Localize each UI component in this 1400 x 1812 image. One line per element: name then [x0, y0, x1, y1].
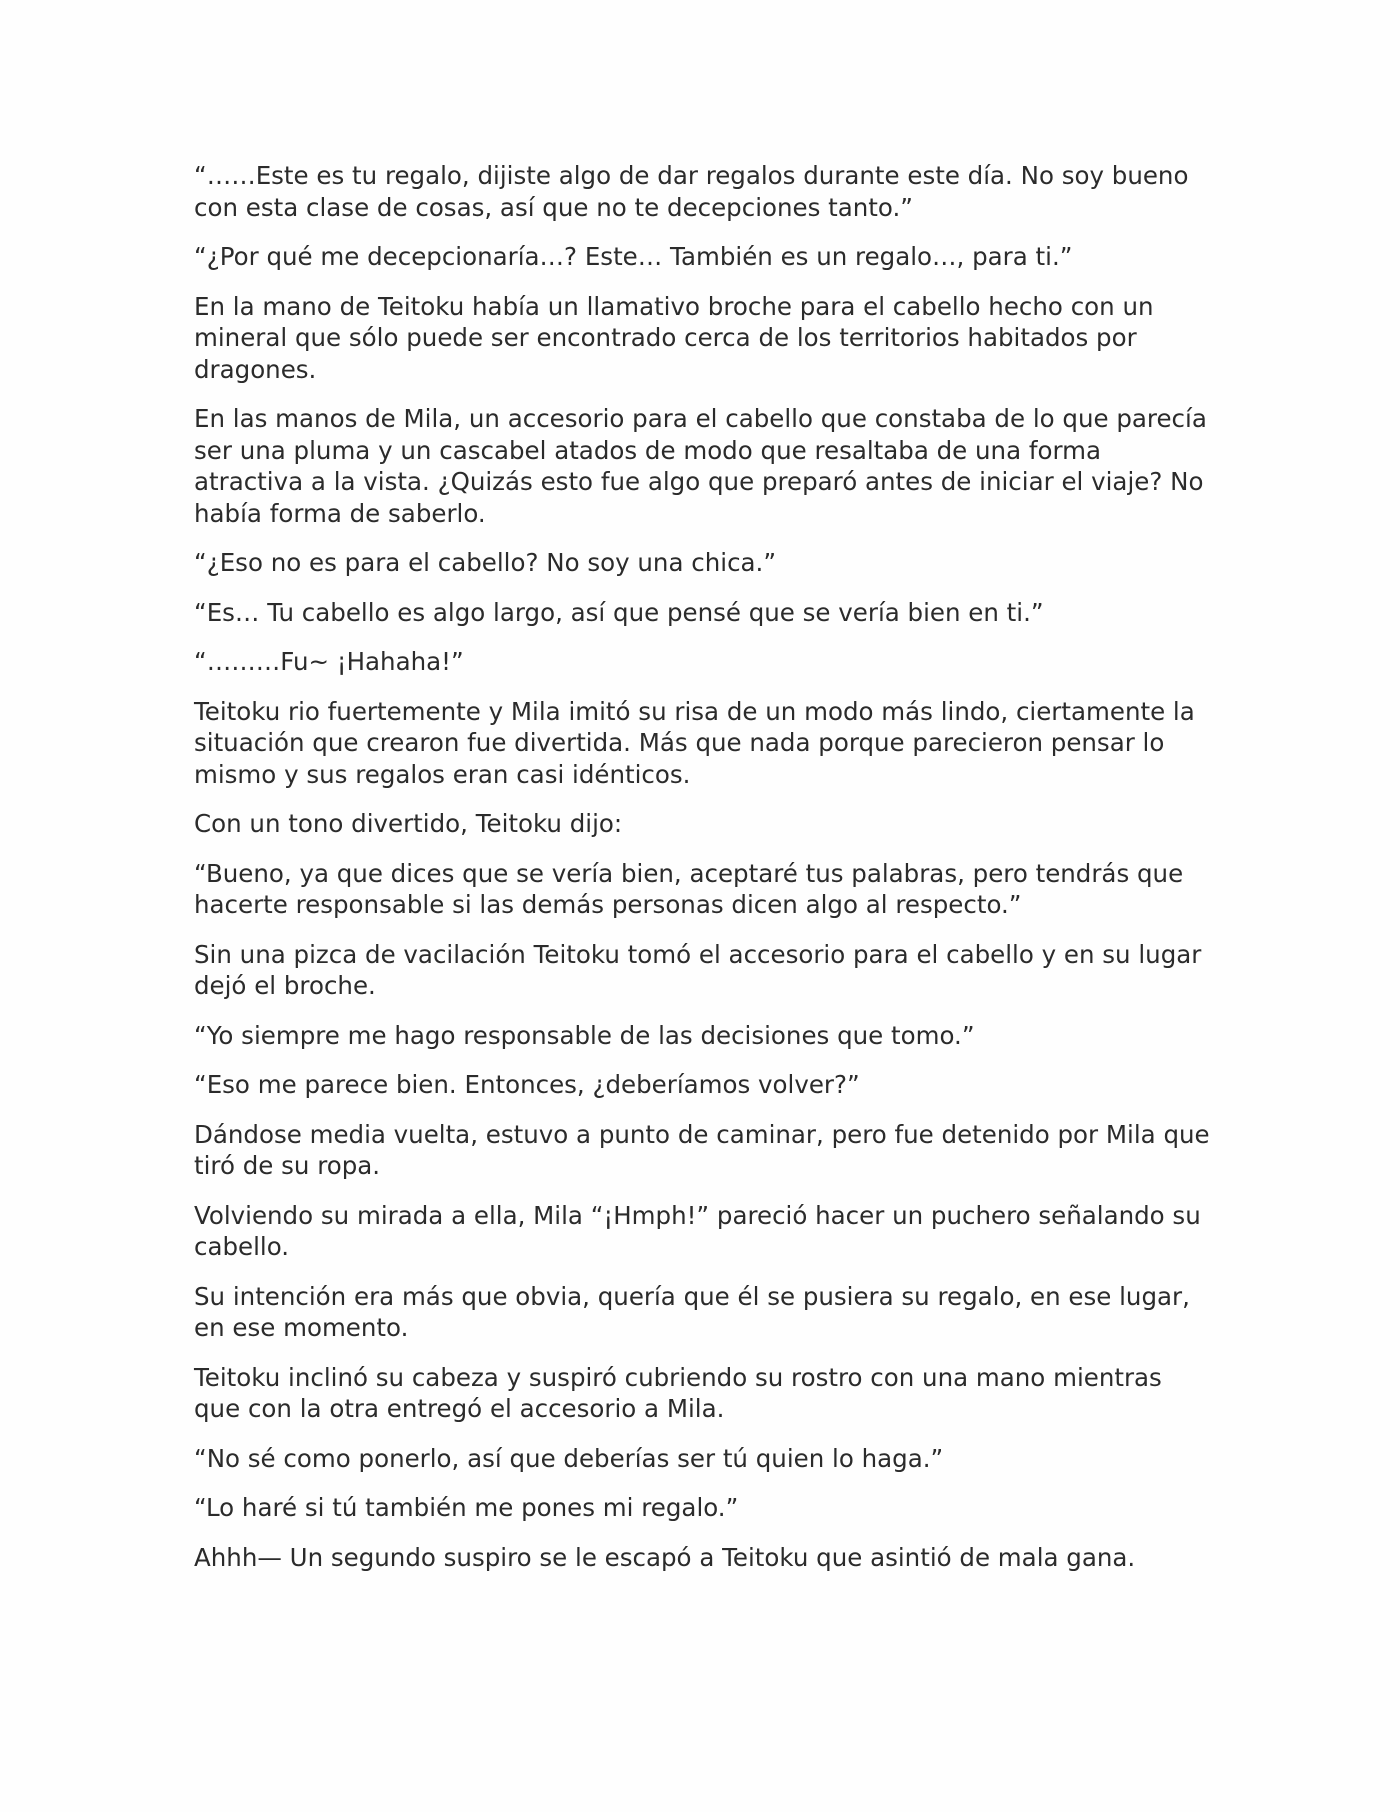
paragraph: Su intención era más que obvia, quería que él se pusiera su regalo, en ese lugar, en ese momento.	[194, 1281, 1190, 1342]
paragraph: “Yo siempre me hago responsable de las decisiones que tomo.”	[194, 1020, 975, 1050]
paragraph: Volviendo su mirada a ella, Mila “¡Hmph!” pareció hacer un puchero señalando su cabello.	[194, 1200, 1201, 1261]
paragraph: En las manos de Mila, un accesorio para el cabello que constaba de lo que parecía ser una pluma y un cascabel atados de modo que resaltaba de una forma atractiva a la vista. ¿Quizás esto fue algo que preparó antes de iniciar el viaje? No había forma de saberlo.	[194, 404, 1207, 528]
paragraph: “Lo haré si tú también me pones mi regalo.”	[194, 1493, 739, 1522]
paragraph: Dándose media vuelta, estuvo a punto de caminar, pero fue detenido por Mila que tiró de su ropa.	[194, 1119, 1210, 1180]
paragraph: “¿Eso no es para el cabello? No soy una chica.”	[194, 548, 777, 577]
paragraph: Ahhh— Un segundo suspiro se le escapó a Teitoku que asintió de mala gana.	[194, 1542, 1136, 1572]
paragraph: Teitoku inclinó su cabeza y suspiró cubriendo su rostro con una mano mientras que con la otra entregó el accesorio a Mila.	[194, 1362, 1162, 1423]
paragraph: “Eso me parece bien. Entonces, ¿deberíamos volver?”	[194, 1070, 860, 1099]
paragraph: “¿Por qué me decepcionaría…? Este… También es un regalo…, para ti.”	[194, 242, 1073, 271]
paragraph: En la mano de Teitoku había un llamativo broche para el cabello hecho con un mineral que sólo puede ser encontrado cerca de los territorios habitados por dragones.	[194, 291, 1154, 384]
paragraph: “Es… Tu cabello es algo largo, así que pensé que se vería bien en ti.”	[194, 597, 1044, 627]
paragraph: Con un tono divertido, Teitoku dijo:	[194, 809, 623, 838]
body-text	[194, 160, 1214, 1591]
paragraph: Teitoku rio fuertemente y Mila imitó su risa de un modo más lindo, ciertamente la situación que crearon fue divertida. Más que nada porque parecieron pensar lo mismo y sus regalos eran casi idénticos.	[194, 696, 1195, 789]
paragraph: “……Este es tu regalo, dijiste algo de dar regalos durante este día. No soy bueno con esta clase de cosas, así que no te decepciones tanto.”	[194, 161, 1189, 222]
paragraph: “Bueno, ya que dices que se vería bien, aceptaré tus palabras, pero tendrás que hacerte responsable si las demás personas dicen algo al respecto.”	[194, 858, 1184, 919]
paragraph: “………Fu~ ¡Hahaha!”	[194, 647, 464, 676]
paragraph: Sin una pizca de vacilación Teitoku tomó el accesorio para el cabello y en su lugar dejó el broche.	[194, 939, 1202, 1000]
paragraph: “No sé como ponerlo, así que deberías ser tú quien lo haga.”	[194, 1443, 944, 1473]
